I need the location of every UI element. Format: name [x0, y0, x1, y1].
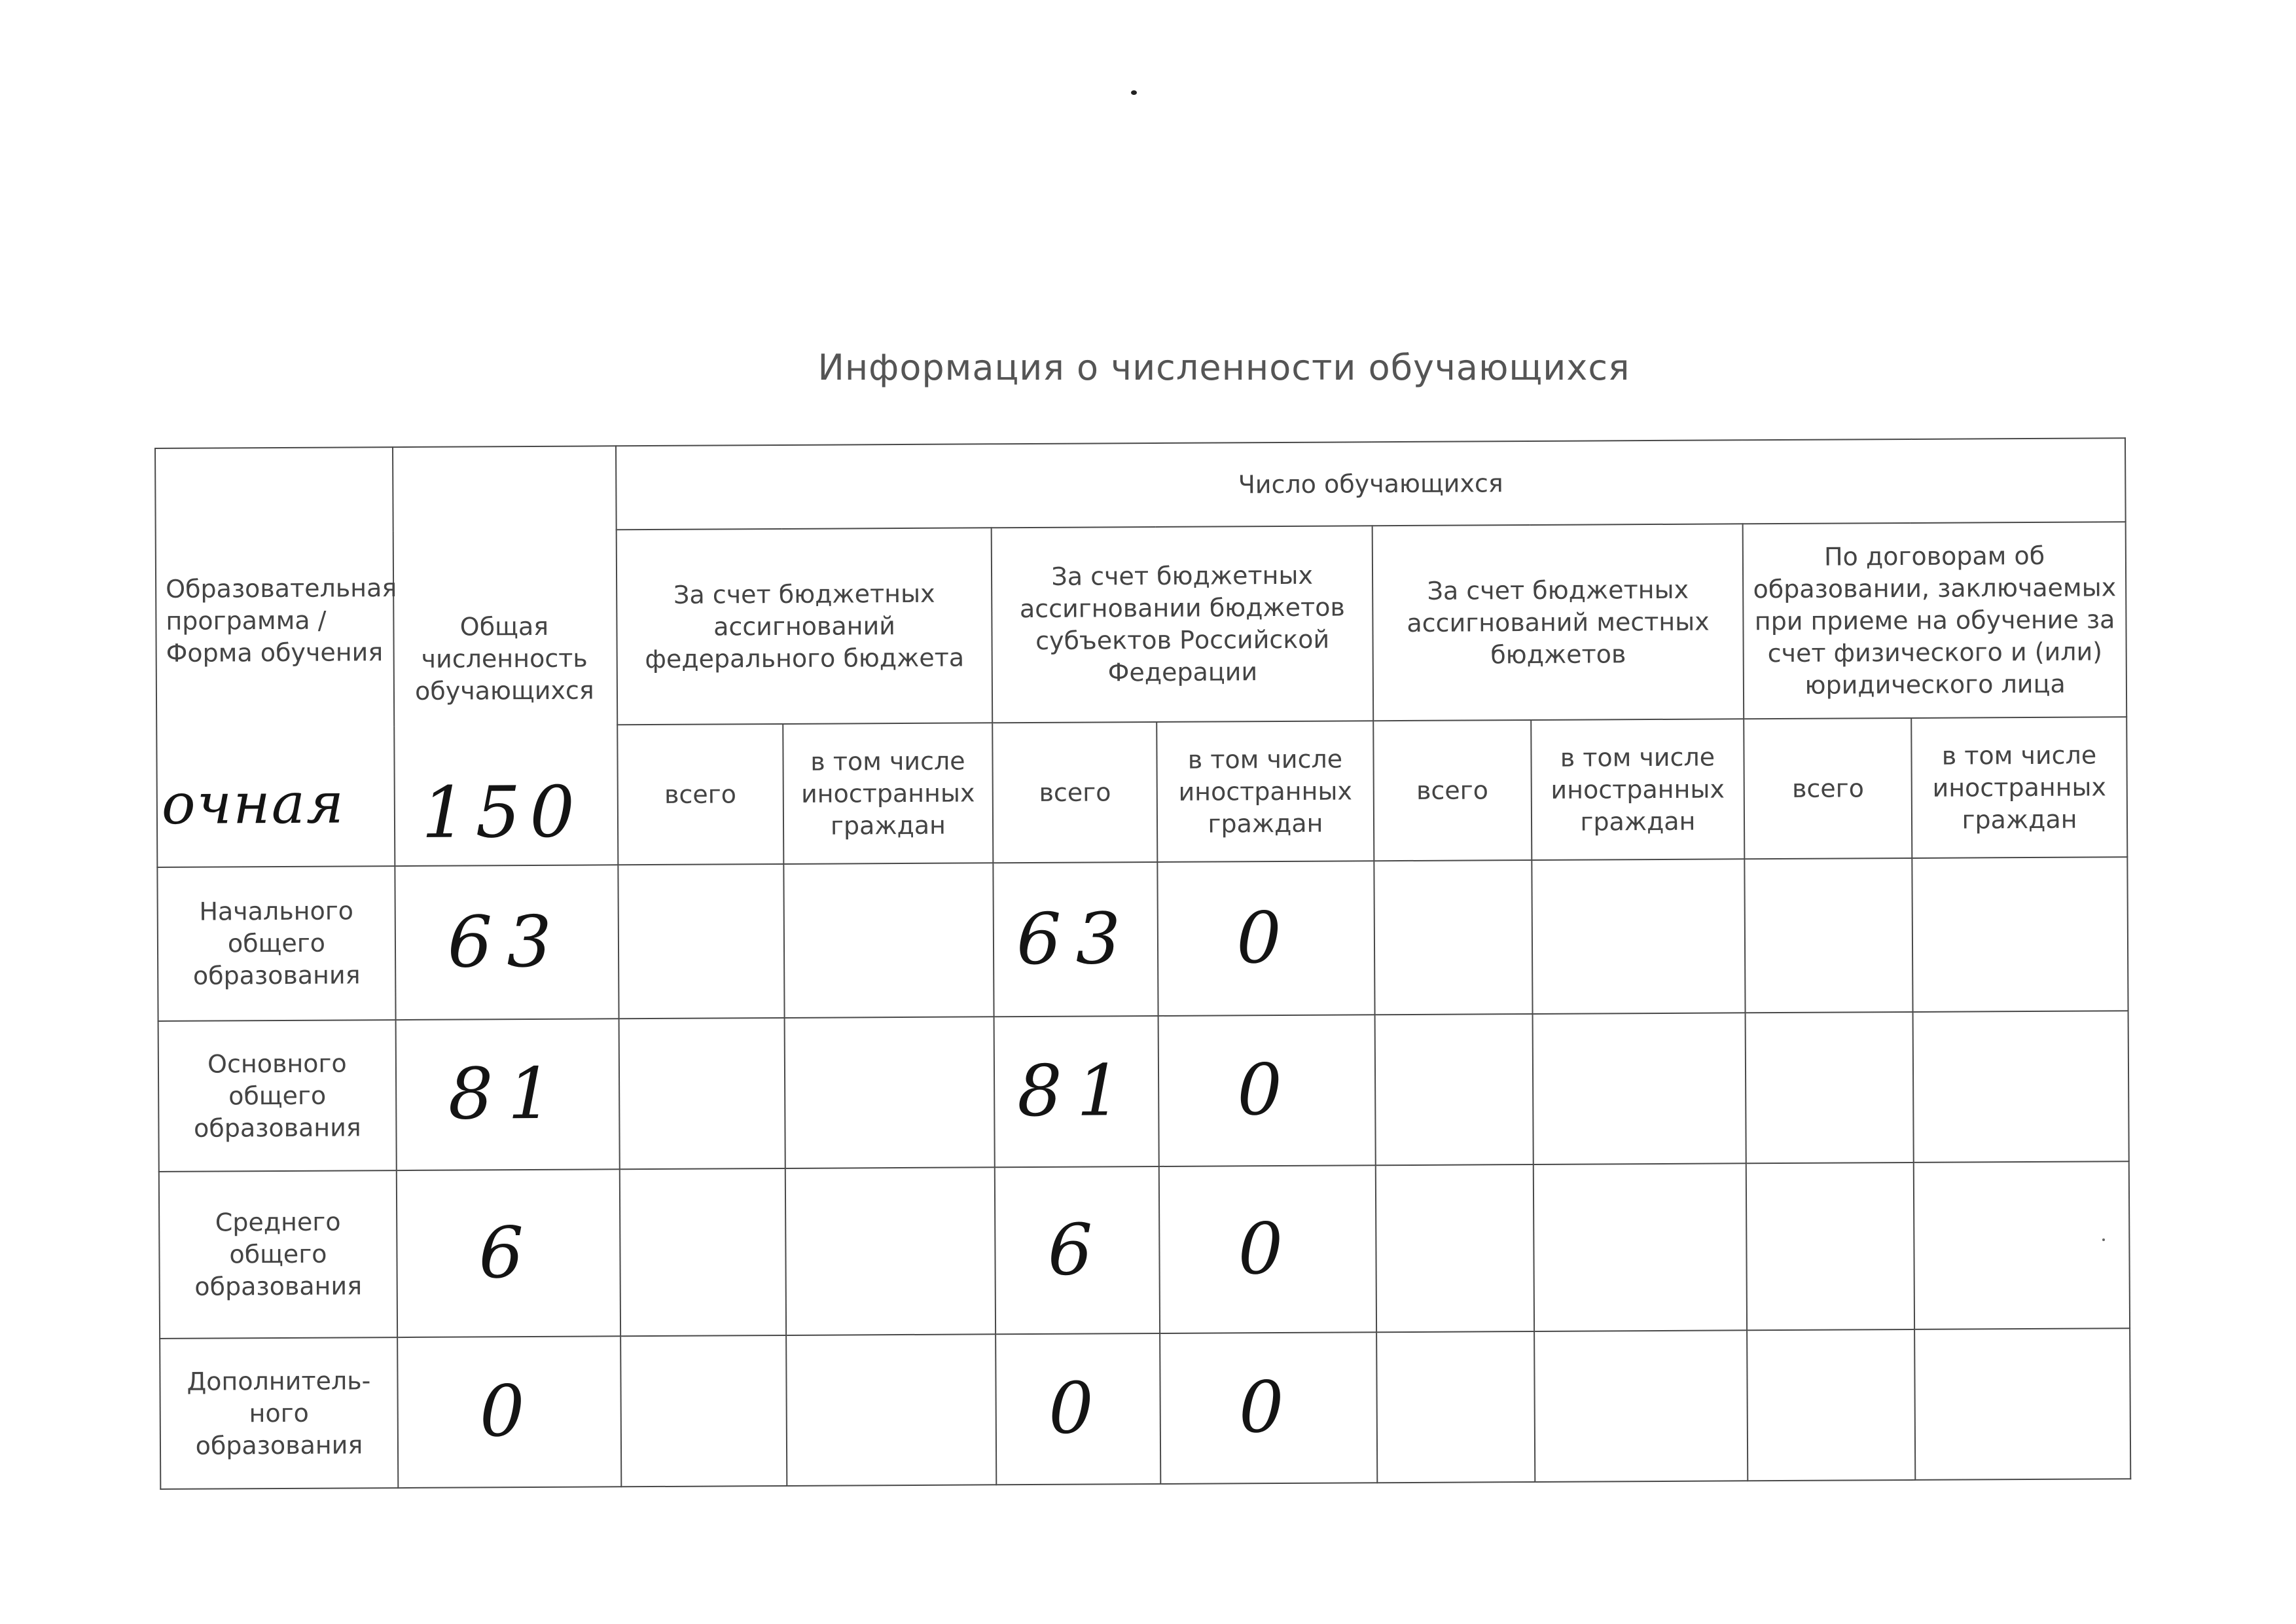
regional-foreign-cell: 0: [1158, 1015, 1376, 1166]
table-row: [157, 857, 2128, 1021]
header-program-cell: [155, 447, 395, 867]
header-contract-all: всего: [1744, 718, 1912, 859]
local-all-cell: [1376, 1164, 1534, 1332]
federal-all-cell: [619, 1018, 785, 1169]
regional-all-cell: 0: [996, 1333, 1160, 1485]
header-regional-foreign: в том числе иностранных граждан: [1157, 721, 1374, 862]
header-group-federal: За счет бюджетных ассигнований федерального бюджета: [617, 528, 993, 725]
header-total-label: Общая численность обучающихся: [414, 611, 594, 706]
contract-foreign-cell: [1912, 857, 2128, 1012]
table-row: [159, 1161, 2130, 1339]
row-label: Основного общего образования: [158, 1020, 397, 1172]
federal-foreign-cell: [786, 1334, 997, 1486]
regional-foreign-cell: 0: [1160, 1332, 1377, 1484]
local-all-cell: [1376, 1331, 1535, 1483]
students-table-sheet: [154, 437, 2131, 1489]
local-foreign-cell: [1532, 1013, 1746, 1164]
header-group-local: За счет бюджетных ассигнований местных бюджетов: [1372, 524, 1744, 721]
regional-all-cell: 81: [994, 1016, 1159, 1167]
header-total-cell: [393, 446, 618, 866]
header-regional-all: всего: [993, 722, 1158, 863]
local-all-cell: [1374, 1014, 1533, 1165]
students-table: [154, 437, 2131, 1490]
regional-foreign-cell: 0: [1159, 1165, 1376, 1333]
row-label: Среднего общего образования: [159, 1170, 397, 1339]
contract-all-cell: [1746, 1163, 1914, 1330]
contract-all-cell: [1746, 1012, 1914, 1163]
header-program-label: Образовательная программа / Форма обучения: [166, 573, 397, 668]
regional-all-cell: 6: [995, 1166, 1160, 1334]
page-title: Информация о численности обучающихся: [817, 347, 1630, 388]
contract-all-cell: [1745, 858, 1913, 1013]
header-federal-all: всего: [617, 724, 783, 865]
local-foreign-cell: [1532, 859, 1746, 1014]
total-value: 150: [421, 771, 584, 854]
table-row: [160, 1328, 2130, 1489]
row-label: Начального общего образования: [157, 866, 395, 1021]
header-group-regional: За счет бюджетных ассигновании бюджетов субъектов Российской Федерации: [992, 526, 1373, 723]
header-group-contract: По договорам об образовании, заключаемых при приеме на обучение за счет физического и (или) юридического лица: [1743, 522, 2126, 719]
federal-all-cell: [618, 864, 784, 1019]
local-all-cell: [1374, 860, 1532, 1015]
table-row: [158, 1011, 2129, 1172]
federal-all-cell: [620, 1168, 786, 1336]
local-foreign-cell: [1534, 1330, 1748, 1482]
contract-foreign-cell: [1914, 1328, 2130, 1480]
regional-all-cell: 63: [994, 862, 1158, 1017]
scan-speck: [1131, 90, 1137, 95]
row-total: 63: [395, 865, 619, 1020]
contract-all-cell: [1747, 1329, 1915, 1481]
federal-foreign-cell: [784, 1017, 995, 1168]
local-foreign-cell: [1533, 1163, 1747, 1331]
federal-all-cell: [620, 1335, 787, 1487]
form-value: очная: [161, 770, 346, 837]
header-federal-foreign: в том числе иностранных граждан: [783, 723, 994, 864]
contract-foreign-cell: [1914, 1161, 2130, 1329]
header-count-group: Число обучающихся: [616, 438, 2126, 530]
header-local-all: всего: [1373, 720, 1532, 861]
header-contract-foreign: в том числе иностранных граждан: [1911, 717, 2127, 858]
contract-foreign-cell: [1913, 1011, 2129, 1163]
row-total: 6: [397, 1169, 620, 1337]
federal-foreign-cell: [783, 863, 994, 1018]
header-local-foreign: в том числе иностранных граждан: [1531, 719, 1745, 860]
row-total: 0: [397, 1336, 621, 1488]
regional-foreign-cell: 0: [1157, 861, 1374, 1016]
federal-foreign-cell: [785, 1167, 996, 1335]
row-label: Дополнитель-ного образования: [160, 1337, 398, 1489]
row-total: 81: [396, 1019, 620, 1170]
